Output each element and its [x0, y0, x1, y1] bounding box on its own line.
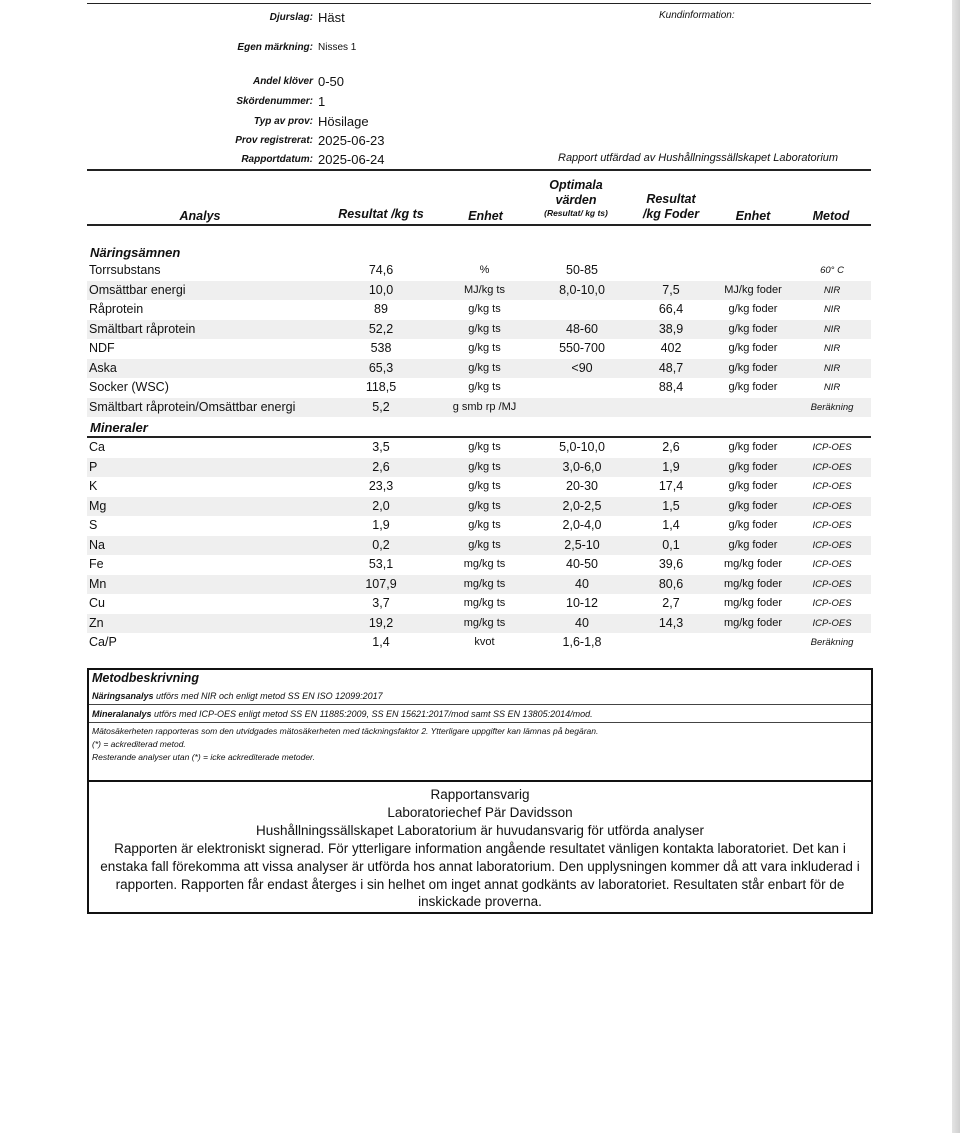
analys-name: Smältbart råprotein/Omsättbar energi [89, 399, 296, 414]
enhet-value: g smb rp /MJ [452, 400, 517, 413]
table-row [87, 614, 871, 634]
enhet-value: g/kg ts [468, 441, 501, 453]
enhet-value: g/kg ts [468, 499, 501, 512]
table-row [87, 281, 871, 301]
metod-value: ICP-OES [812, 442, 852, 453]
col-foder-line2: /kg Foder [642, 207, 700, 221]
optimala-value: 40 [575, 576, 589, 591]
enhet-value: g/kg ts [468, 480, 501, 492]
rapp-label: Rapportdatum: [241, 154, 313, 165]
reg-value: 2025-06-23 [318, 133, 385, 148]
analys-name: Ca [89, 440, 105, 454]
foder-enhet: g/kg foder [728, 441, 778, 453]
metod-naring-line [92, 691, 383, 701]
analys-name: S [89, 518, 98, 532]
metod-note-2: (*) = ackrediterad metod. [92, 739, 186, 749]
reg-label: Prov registrerat: [235, 135, 313, 146]
resultat-value: 0,2 [372, 537, 390, 552]
table-row [87, 398, 871, 418]
table-row [87, 438, 871, 458]
foder-enhet: g/kg foder [728, 460, 778, 473]
foder-value: 39,6 [658, 557, 684, 571]
issued-by: Rapport utfärdad av Hushållningssällskapet Laboratorium [558, 152, 839, 164]
optimala-value: 2,0-4,0 [562, 518, 602, 532]
enhet-value: mg/kg ts [463, 597, 506, 609]
foder-value: 2,7 [662, 596, 680, 610]
col-resultat: Resultat /kg ts [338, 207, 424, 221]
enhet-value: g/kg ts [468, 381, 501, 393]
foder-value: 48,7 [658, 360, 684, 375]
rapp-value: 2025-06-24 [318, 152, 385, 167]
foder-value: 402 [660, 341, 682, 355]
metod-note-1: Mätosäkerheten rapporteras som den utvidgades mätosäkerheten med täckningsfaktor 2. Ytterligare uppgifter kan lämnas på begäran. [92, 726, 599, 736]
metod-value: ICP-OES [812, 598, 852, 609]
egen-value: Nisses 1 [318, 42, 357, 53]
analys-name: NDF [89, 341, 115, 355]
resp-line2: Laboratoriechef Pär Davidsson [387, 805, 573, 820]
foder-enhet: mg/kg foder [723, 616, 783, 629]
optimala-value: 40 [575, 615, 589, 630]
resp-line6: rapporten. Rapporten får endast återges i sin helhet om inget annat godkänts av laboratoriet. Resultaten står enbart för de [115, 877, 845, 892]
foder-value: 80,6 [658, 576, 684, 591]
resultat-value: 74,6 [368, 263, 394, 277]
egen-label: Egen märkning: [237, 42, 313, 53]
table-row [87, 516, 871, 536]
enhet-value: g/kg ts [468, 519, 501, 531]
analys-name: Cu [89, 596, 105, 610]
analys-name: Ca/P [89, 635, 117, 649]
foder-value: 1,4 [662, 518, 680, 532]
metod-value: Beräkning [810, 637, 854, 648]
table-row [87, 261, 871, 281]
optimala-value: 20-30 [566, 479, 598, 493]
table-row [87, 458, 871, 478]
resultat-value: 118,5 [365, 380, 397, 394]
resultat-value: 52,2 [368, 321, 394, 336]
analys-name: Smältbart råprotein [89, 321, 196, 336]
metod-value: Beräkning [810, 401, 854, 413]
optimala-value: 2,0-2,5 [562, 498, 602, 513]
enhet-value: g/kg ts [468, 538, 501, 551]
andel-value: 0-50 [318, 74, 345, 89]
enhet-value: g/kg ts [468, 342, 501, 354]
metodbeskrivning-box [87, 668, 873, 782]
metod-value: NIR [823, 343, 841, 354]
columns-rule [87, 224, 871, 226]
section-naringsamnen: Näringsämnen [90, 245, 181, 260]
enhet-value: g/kg ts [468, 460, 501, 473]
col-analys: Analys [179, 209, 221, 223]
analys-name: Fe [89, 557, 104, 571]
analys-name: Omsättbar energi [89, 282, 186, 297]
metod-value: ICP-OES [812, 461, 852, 473]
header-rule [87, 169, 871, 171]
resp-line5: enstaka fall förekomma att vissa analyser är utförda hos annat laboratorium. Den upplysningen kommer då att vara inkluderad i [100, 859, 860, 874]
andel-label: Andel klöver [252, 76, 313, 87]
foder-enhet: g/kg foder [728, 303, 778, 315]
table-row [87, 339, 871, 359]
enhet-value: g/kg ts [468, 361, 501, 374]
foder-enhet: g/kg foder [728, 361, 778, 374]
metod-value: NIR [823, 284, 841, 296]
metod-divider-2 [89, 722, 871, 723]
metod-value: NIR [823, 382, 841, 393]
optimala-value: 2,5-10 [564, 537, 600, 552]
table-row [87, 477, 871, 497]
foder-value: 1,5 [662, 498, 680, 513]
analys-name: Socker (WSC) [89, 380, 169, 394]
resultat-value: 19,2 [368, 615, 394, 630]
analys-name: P [89, 459, 98, 474]
table-row [87, 555, 871, 575]
col-optimala-line1: Optimala [549, 178, 603, 192]
foder-value: 0,1 [662, 537, 680, 552]
foder-enhet: g/kg foder [728, 519, 778, 531]
analys-name: Torrsubstans [89, 263, 161, 277]
metod-value: NIR [823, 323, 841, 335]
foder-enhet: g/kg foder [728, 342, 778, 354]
skord-value: 1 [318, 94, 326, 109]
foder-value: 2,6 [662, 440, 680, 454]
resultat-value: 2,6 [372, 459, 390, 474]
analys-name: Mn [89, 576, 107, 591]
foder-value: 7,5 [662, 282, 680, 297]
metod-value: ICP-OES [812, 500, 852, 512]
optimala-value: 8,0-10,0 [559, 282, 605, 297]
metod-naring-text: utförs med NIR och enligt metod SS EN ISO 12099:2017 [153, 691, 383, 701]
table-row [87, 300, 871, 320]
resultat-value: 23,3 [368, 479, 394, 493]
foder-enhet: g/kg foder [728, 322, 778, 335]
col-metod: Metod [812, 209, 850, 223]
optimala-value: 1,6-1,8 [562, 635, 602, 649]
optimala-value: 10-12 [566, 596, 598, 610]
enhet-value: % [479, 264, 490, 276]
enhet-value: kvot [474, 636, 495, 648]
col-foder-resultat [630, 192, 712, 222]
table-row [87, 575, 871, 595]
optimala-value: <90 [571, 360, 593, 375]
col-enhet: Enhet [468, 209, 503, 223]
resultat-value: 53,1 [368, 557, 394, 571]
foder-enhet: g/kg foder [728, 480, 778, 492]
section-mineraler: Mineraler [90, 420, 148, 435]
resp-line1: Rapportansvarig [430, 787, 530, 802]
foder-value: 88,4 [658, 380, 684, 394]
djurslag-label: Djurslag: [269, 12, 313, 23]
optimala-value: 5,0-10,0 [559, 440, 605, 454]
foder-enhet: mg/kg foder [723, 577, 783, 590]
metod-value: ICP-OES [812, 617, 852, 629]
analys-name: Aska [89, 360, 117, 375]
metod-mineral-line [92, 709, 593, 719]
resultat-value: 538 [370, 341, 392, 355]
metod-note-3: Resterande analyser utan (*) = icke ackrediterade metoder. [92, 752, 315, 762]
metod-value: 60° C [820, 265, 844, 276]
analys-name: Mg [89, 498, 107, 513]
table-row [87, 497, 871, 517]
col-enhet-foder: Enhet [735, 209, 771, 223]
resultat-value: 107,9 [365, 576, 397, 591]
col-foder-line1: Resultat [646, 192, 696, 206]
analys-name: Råprotein [89, 302, 144, 316]
foder-enhet: g/kg foder [728, 499, 778, 512]
metod-value: NIR [823, 304, 841, 315]
skord-label: Skördenummer: [236, 96, 313, 107]
foder-enhet: mg/kg foder [723, 558, 783, 570]
foder-enhet: g/kg foder [728, 538, 778, 551]
foder-value: 17,4 [658, 479, 684, 493]
enhet-value: MJ/kg ts [464, 283, 505, 296]
enhet-value: g/kg ts [468, 322, 501, 335]
optimala-value: 550-700 [559, 341, 605, 355]
resultat-value: 1,4 [372, 635, 390, 649]
rapportansvarig-box [87, 780, 873, 914]
metod-value: ICP-OES [812, 520, 852, 531]
col-optimala-line2: värden [555, 193, 597, 207]
resultat-value: 3,7 [372, 596, 390, 610]
enhet-value: mg/kg ts [463, 577, 506, 590]
foder-value: 38,9 [658, 321, 684, 336]
table-row [87, 378, 871, 398]
top-rule [87, 3, 871, 4]
foder-enhet: MJ/kg foder [724, 283, 782, 296]
enhet-value: mg/kg ts [463, 558, 506, 570]
analys-name: Zn [89, 615, 104, 630]
metod-title: Metodbeskrivning [92, 671, 199, 685]
resultat-value: 89 [374, 302, 388, 316]
metod-mineral-text: utförs med ICP-OES enligt metod SS EN 11885:2009, SS EN 15621:2017/mod samt SS EN 13805:2014/mod. [151, 709, 593, 719]
optimala-value: 40-50 [566, 557, 598, 571]
optimala-value: 48-60 [566, 321, 598, 336]
table-row [87, 536, 871, 556]
optimala-value: 3,0-6,0 [562, 459, 602, 474]
foder-enhet: g/kg foder [728, 381, 778, 393]
page-edge [952, 0, 960, 1133]
metod-value: ICP-OES [812, 559, 852, 570]
resultat-value: 65,3 [368, 360, 394, 375]
foder-enhet: mg/kg foder [723, 597, 783, 609]
col-optimala [530, 178, 622, 219]
foder-value: 1,9 [662, 459, 680, 474]
foder-value: 14,3 [658, 615, 684, 630]
resp-line7: inskickade proverna. [418, 894, 542, 909]
resp-line3: Hushållningssällskapet Laboratorium är huvudansvarig för utförda analyser [256, 823, 704, 838]
enhet-value: mg/kg ts [463, 616, 506, 629]
optimala-value: 50-85 [566, 263, 598, 277]
resultat-value: 2,0 [372, 498, 390, 513]
table-row [87, 359, 871, 379]
resultat-value: 1,9 [372, 518, 390, 532]
table-row [87, 633, 871, 653]
resp-line4: Rapporten är elektroniskt signerad. För ytterligare information angående resultatet vänligen kontakta laboratoriet. Det kan i [114, 841, 846, 856]
resultat-value: 10,0 [368, 282, 394, 297]
foder-value: 66,4 [658, 302, 684, 316]
kundinformation-label: Kundinformation: [659, 10, 735, 21]
metod-value: ICP-OES [812, 481, 852, 492]
analys-name: Na [89, 537, 105, 552]
djurslag-value: Häst [318, 10, 345, 25]
metod-value: NIR [823, 362, 841, 374]
analys-name: K [89, 479, 98, 493]
typ-value: Hösilage [318, 114, 369, 129]
table-row [87, 594, 871, 614]
typ-label: Typ av prov: [253, 116, 313, 127]
resultat-value: 5,2 [372, 399, 390, 414]
metod-value: ICP-OES [812, 539, 852, 551]
enhet-value: g/kg ts [468, 303, 501, 315]
resultat-value: 3,5 [372, 440, 390, 454]
table-row [87, 320, 871, 340]
metod-mineral-bold: Mineralanalys [92, 709, 152, 719]
col-optimala-sub: (Resultat/ kg ts) [544, 208, 608, 218]
metod-naring-bold: Näringsanalys [92, 691, 154, 701]
metod-value: ICP-OES [812, 578, 852, 590]
metod-divider-1 [89, 704, 871, 705]
